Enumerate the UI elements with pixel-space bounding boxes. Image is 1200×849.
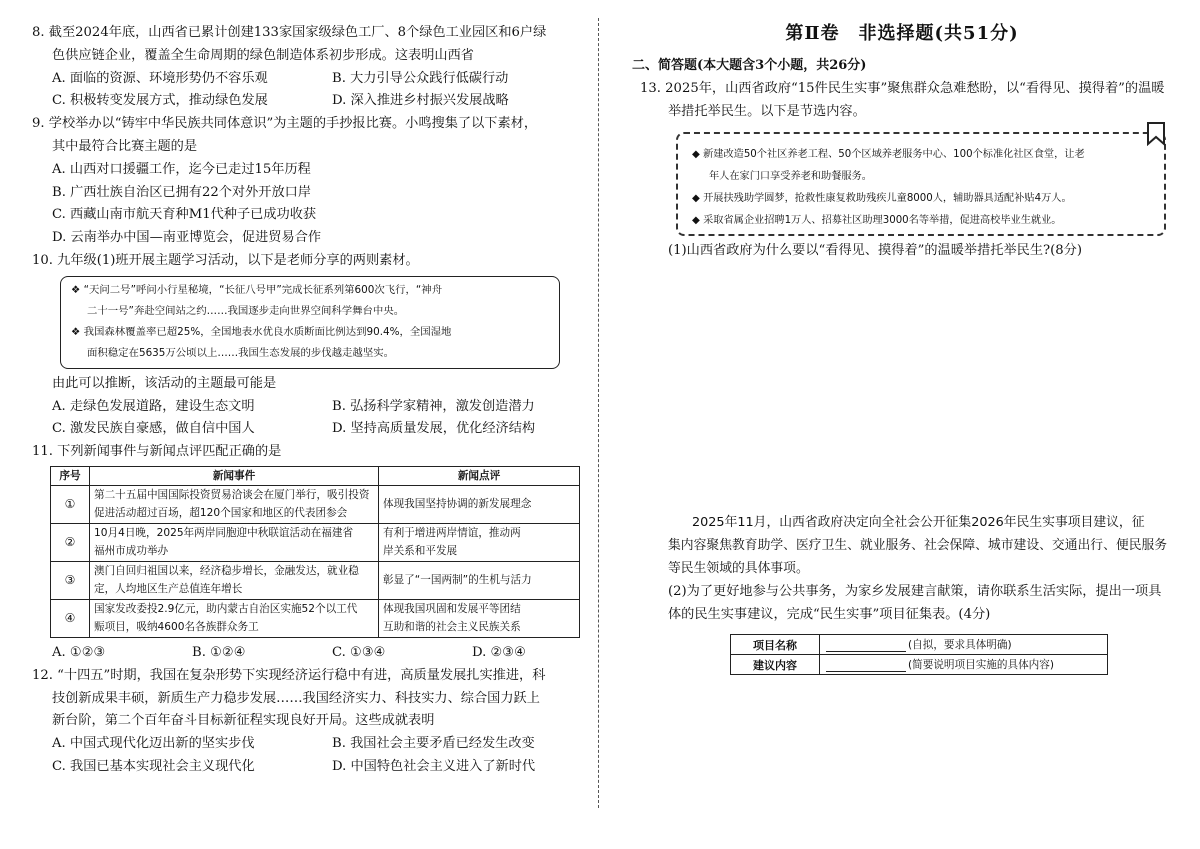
q8-stem-line: 8. 截至2024年底，山西省已累计创建133家国家级绿色工厂、8个绿色工业园区和6户绿: [32, 25, 547, 40]
event-line: 促进活动超过百场，超120个国家和地区的代表团参会: [94, 507, 348, 520]
row-comment: [379, 599, 580, 637]
q12-stem-line: 12. “十四五”时期，我国在复杂形势下实现经济运行稳中有进，高质量发展扎实推进，科: [32, 667, 546, 683]
material-line: ❖ 我国森林覆盖率已超25%，全国地表水优良水质断面比例达到90.4%，全国湿地: [71, 325, 452, 338]
q9-stem-line: 其中最符合比赛主题的是: [52, 138, 198, 154]
q13-subquestion-1: (1)山西省政府为什么要以“看得见、摸得着”的温暖举措托举民生?(8分): [668, 242, 1082, 258]
q9-option-d[interactable]: D. 云南举办中国—南亚博览会，促进贸易合作: [52, 230, 322, 246]
blank-line[interactable]: [826, 659, 906, 672]
q11-option-a[interactable]: A. ①②③: [52, 644, 106, 660]
q10-option-a[interactable]: A. 走绿色发展道路，建设生态文明: [52, 398, 255, 414]
form-field-project-name[interactable]: [820, 635, 1108, 655]
q8-options-row: [32, 90, 572, 113]
question-11: [32, 441, 572, 665]
material-line: 二十一号”奔赴空间站之约……我国逐步走向世界空间科学舞台中央。: [87, 304, 405, 317]
q12-option-a[interactable]: A. 中国式现代化迈出新的坚实步伐: [52, 736, 255, 752]
q12-option-d[interactable]: D. 中国特色社会主义进入了新时代: [332, 758, 536, 774]
q9-option-b[interactable]: B. 广西壮族自治区已拥有22个对外开放口岸: [52, 184, 312, 200]
row-num: ④: [51, 599, 90, 637]
material-line: ◆ 新建改造50个社区养老工程、50个区域养老服务中心、100个标准化社区食堂，让老: [692, 148, 1085, 160]
q12-stem-line: 技创新成果丰硕，新质生产力稳步发展……我国经济实力、科技实力、综合国力跃上: [52, 690, 540, 706]
comment-line: 体现我国坚持协调的新发展理念: [383, 498, 532, 511]
q11-option-d[interactable]: D. ②③④: [472, 644, 526, 660]
q10-followup: 由此可以推断，该活动的主题最可能是: [52, 375, 277, 391]
q12-option-c[interactable]: C. 我国已基本实现社会主义现代化: [52, 758, 255, 774]
q11-option-b[interactable]: B. ①②④: [192, 644, 246, 660]
row-num: ③: [51, 561, 90, 599]
question-9: [32, 113, 572, 250]
table-header-row: [51, 466, 580, 485]
q12-stem-line: 新台阶，第二个百年奋斗目标新征程实现良好开局。这些成就表明: [52, 713, 435, 729]
q8-option-c[interactable]: C. 积极转变发展方式，推动绿色发展: [52, 93, 268, 109]
project-form-table: [730, 634, 1108, 675]
form-label-project-name: 项目名称: [731, 635, 820, 655]
row-event: [90, 523, 379, 561]
part-two-title: 第Ⅱ卷 非选择题(共51分): [785, 23, 1019, 44]
q10-option-c[interactable]: C. 激发民族自豪感，做自信中国人: [52, 421, 255, 437]
form-hint: (简要说明项目实施的具体内容): [908, 659, 1054, 672]
row-num: ①: [51, 485, 90, 523]
material-line: ❖ “天问二号”呼问小行星秘境，“长征八号甲”完成长征系列第600次飞行，“神舟: [71, 283, 443, 296]
event-line: 赈项目，吸纳4600名各族群众务工: [94, 621, 259, 634]
form-label-suggestion: 建议内容: [731, 655, 820, 675]
q10-stem: 10. 九年级(1)班开展主题学习活动，以下是老师分享的两则素材。: [32, 252, 419, 268]
header-comment: 新闻点评: [379, 466, 580, 485]
question-13: [632, 78, 1172, 675]
row-comment: [379, 485, 580, 523]
table-row: [51, 523, 580, 561]
q13-paragraph-line: 2025年11月，山西省政府决定向全社会公开征集2026年民生实事项目建议，征: [692, 515, 1145, 531]
blank-line[interactable]: [826, 639, 906, 652]
question-8: [32, 22, 572, 113]
q10-material-box: [60, 276, 560, 369]
event-line: 10月4日晚，2025年两岸同胞迎中秋联谊活动在福建省: [94, 526, 354, 539]
table-row: [51, 485, 580, 523]
column-divider: [598, 18, 599, 808]
row-event: [90, 599, 379, 637]
right-column: [632, 22, 1172, 675]
form-row: [731, 655, 1108, 675]
table-row: [51, 561, 580, 599]
q11-option-c[interactable]: C. ①③④: [332, 644, 386, 660]
left-column: [32, 22, 572, 779]
comment-line: 岸关系和平发展: [383, 545, 458, 558]
q12-option-b[interactable]: B. 我国社会主要矛盾已经发生改变: [332, 736, 535, 752]
q10-options-row: [32, 418, 572, 441]
q8-option-a[interactable]: A. 面临的资源、环境形势仍不容乐观: [52, 70, 268, 86]
q8-options-row: [32, 68, 572, 91]
q13-subquestion-2: 体的民生实事建议，完成“民生实事”项目征集表。(4分): [668, 606, 991, 622]
form-row: [731, 635, 1108, 655]
event-line: 国家发改委投2.9亿元，助内蒙古自治区实施52个以工代: [94, 602, 358, 615]
event-line: 福州市成功举办: [94, 545, 169, 558]
material-line: ◆ 开展扶残助学圆梦，抢救性康复救助残疾儿童8000人，辅助器具适配补贴4万人。: [692, 192, 1072, 204]
row-comment: [379, 561, 580, 599]
q13-subquestion-2: (2)为了更好地参与公共事务，为家乡发展建言献策，请你联系生活实际，提出一项具: [668, 583, 1162, 599]
q13-stem-line: 13. 2025年，山西省政府“15件民生实事”聚焦群众急难愁盼，以“看得见、摸得着”的温暖: [640, 81, 1165, 96]
comment-line: 互助和谐的社会主义民族关系: [383, 621, 521, 634]
header-num: 序号: [51, 466, 90, 485]
row-event: [90, 485, 379, 523]
q11-stem: 11. 下列新闻事件与新闻点评匹配正确的是: [32, 444, 282, 460]
section-heading: 二、简答题(本大题含3个小题，共26分): [632, 58, 867, 73]
q13-material-box: [676, 132, 1166, 236]
q10-options-row: [32, 396, 572, 419]
row-num: ②: [51, 523, 90, 561]
q13-paragraph-line: 等民生领域的具体事项。: [668, 560, 809, 576]
q9-stem-line: 9. 学校举办以“铸牢中华民族共同体意识”为主题的手抄报比赛。小鸣搜集了以下素材，: [32, 116, 538, 132]
answer-space: [632, 262, 1172, 512]
form-hint: (自拟，要求具体明确): [908, 639, 1012, 652]
q9-option-c[interactable]: C. 西藏山南市航天育种M1代种子已成功收获: [52, 207, 317, 223]
q10-option-d[interactable]: D. 坚持高质量发展，优化经济结构: [332, 421, 536, 437]
news-table: [50, 466, 580, 638]
q8-option-b[interactable]: B. 大力引导公众践行低碳行动: [332, 70, 509, 86]
q13-paragraph-line: 集内容聚焦教育助学、医疗卫生、就业服务、社会保障、城市建设、交通出行、便民服务: [668, 538, 1168, 554]
q13-stem-line: 举措托举民生。以下是节选内容。: [668, 103, 866, 119]
material-line: ◆ 采取省属企业招聘1万人、招募社区助理3000名等举措，促进高校毕业生就业。: [692, 214, 1062, 226]
comment-line: 彰显了“一国两制”的生机与活力: [383, 574, 532, 587]
material-line: 面积稳定在5635万公顷以上……我国生态发展的步伐越走越坚实。: [87, 346, 394, 359]
header-event: 新闻事件: [90, 466, 379, 485]
q8-option-d[interactable]: D. 深入推进乡村振兴发展战略: [332, 93, 509, 109]
question-10: [32, 250, 572, 441]
row-event: [90, 561, 379, 599]
bookmark-icon: [1146, 122, 1166, 146]
comment-line: 体现我国巩固和发展平等团结: [383, 602, 521, 615]
q10-option-b[interactable]: B. 弘扬科学家精神，激发创造潜力: [332, 398, 535, 414]
table-row: [51, 599, 580, 637]
comment-line: 有利于增进两岸情谊，推动两: [383, 526, 521, 539]
row-comment: [379, 523, 580, 561]
question-12: [32, 665, 572, 779]
event-line: 定，人均地区生产总值连年增长: [94, 583, 243, 596]
q8-stem-line: 色供应链企业，覆盖全生命周期的绿色制造体系初步形成。这表明山西省: [52, 47, 474, 63]
q12-options-row: [32, 733, 572, 756]
event-line: 澳门自回归祖国以来，经济稳步增长，金融发达，就业稳: [94, 564, 359, 577]
form-field-suggestion[interactable]: [820, 655, 1108, 675]
event-line: 第二十五届中国国际投资贸易洽谈会在厦门举行，吸引投资: [94, 488, 370, 501]
q9-option-a[interactable]: A. 山西对口援疆工作，迄今已走过15年历程: [52, 161, 311, 177]
q11-options-row: [32, 642, 572, 665]
q12-options-row: [32, 756, 572, 779]
material-line: 年人在家门口享受养老和助餐服务。: [709, 170, 872, 182]
